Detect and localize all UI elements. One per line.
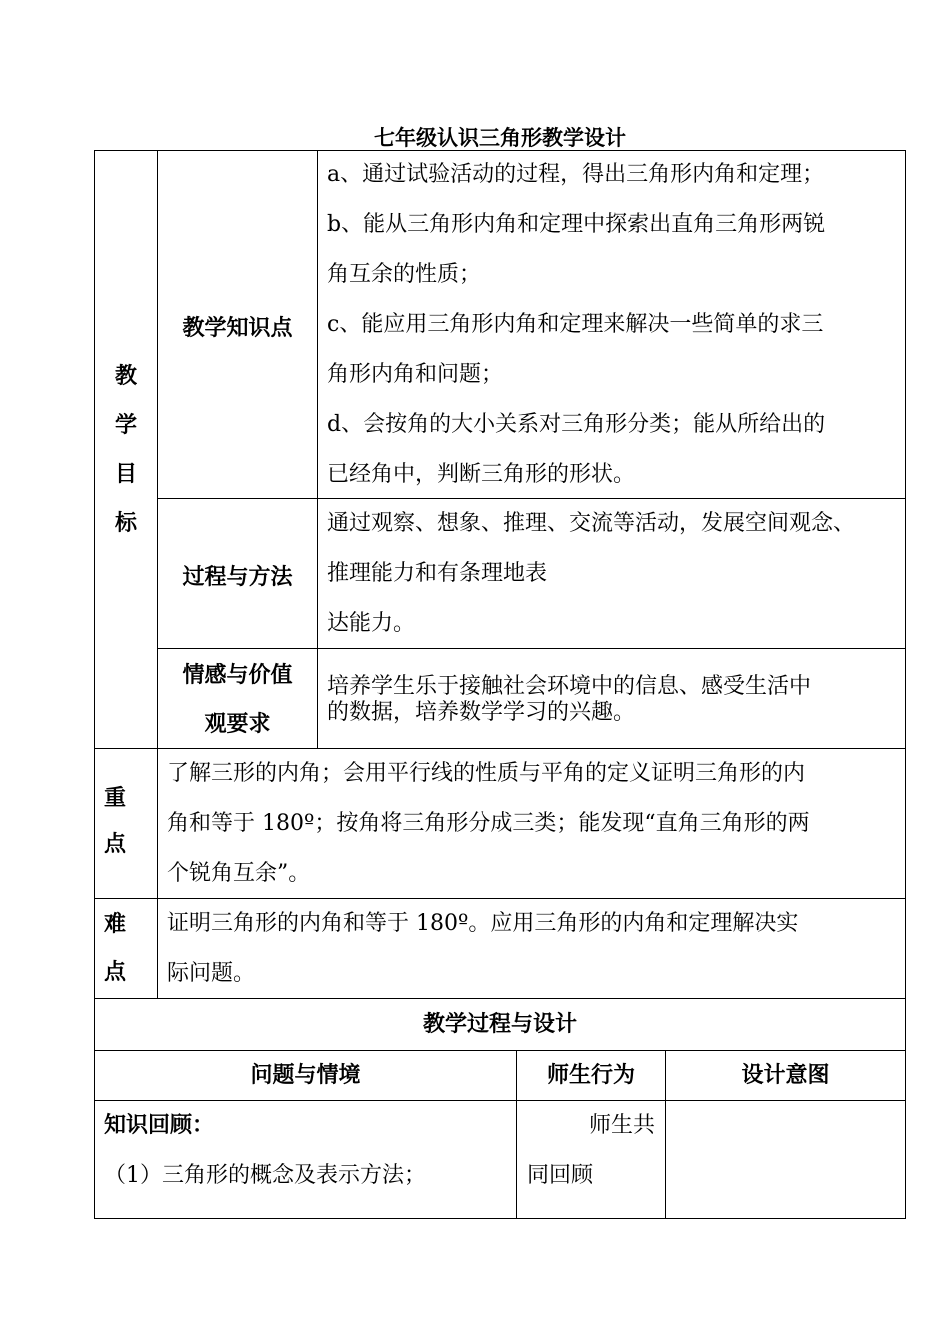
knowledge-line: a、通过试验活动的过程，得出三角形内角和定理； (327, 162, 825, 187)
difficult-points-label-char: 难 (104, 912, 127, 937)
emotion-content (327, 674, 905, 726)
process-line: 推理能力和有条理地表 (327, 561, 548, 586)
knowledge-line: c、能应用三角形内角和定理来解决一些简单的求三 (327, 312, 824, 337)
page-title: 七年级认识三角形教学设计 (374, 126, 626, 150)
table-border-bottom (94, 1218, 906, 1219)
key-points-content (167, 749, 905, 899)
emotion-line: 的数据，培养数学学习的兴趣。 (327, 700, 636, 725)
key-points-line: 个锐角互余”。 (167, 861, 311, 886)
knowledge-label: 教学知识点 (182, 316, 293, 341)
emotion-line: 培养学生乐于接触社会环境中的信息、感受生活中 (327, 674, 812, 699)
process-content (327, 499, 905, 649)
key-points-label (104, 776, 144, 868)
row1-behavior-line: 同回顾 (527, 1163, 594, 1188)
difficult-points-line: 际问题。 (167, 961, 256, 986)
difficult-points-label-char: 点 (104, 960, 127, 985)
objectives-label (95, 352, 157, 548)
emotion-label-line: 观要求 (204, 712, 271, 737)
knowledge-line: 已经角中，判断三角形的形状。 (327, 462, 636, 487)
row1-behavior-cell (527, 1101, 665, 1201)
objectives-label-char: 学 (114, 413, 137, 438)
key-points-line: 了解三形的内角；会用平行线的性质与平角的定义证明三角形的内 (167, 761, 806, 786)
process-label: 过程与方法 (182, 565, 293, 590)
objectives-label-char: 目 (114, 462, 137, 487)
column-header-problem: 问题与情境 (250, 1063, 361, 1088)
process-line: 达能力。 (327, 611, 416, 636)
row1-problem-cell (104, 1101, 516, 1201)
emotion-label-line: 情感与价值 (182, 663, 293, 688)
table-border-right (905, 150, 906, 1219)
key-points-label-char: 重 (104, 786, 127, 811)
column-header-intent: 设计意图 (741, 1063, 830, 1088)
difficult-points-label (104, 901, 144, 997)
difficult-points-line: 证明三角形的内角和等于 180º。应用三角形的内角和定理解决实 (167, 911, 799, 936)
knowledge-line: 角互余的性质； (327, 262, 482, 287)
objectives-label-char: 教 (114, 364, 137, 389)
row1-behavior-line: 师生共 (588, 1113, 655, 1138)
row1-problem-heading: 知识回顾： (104, 1113, 215, 1138)
row1-problem-line: （1）三角形的概念及表示方法； (104, 1163, 426, 1188)
knowledge-line: b、能从三角形内角和定理中探索出直角三角形两锐 (327, 212, 826, 237)
divider-sublabel-col (317, 150, 318, 748)
knowledge-line: d、会按角的大小关系对三角形分类；能从所给出的 (327, 412, 826, 437)
knowledge-content (327, 150, 905, 500)
objectives-label-char: 标 (114, 511, 137, 536)
emotion-label (158, 651, 317, 749)
process-design-heading: 教学过程与设计 (422, 1012, 577, 1037)
difficult-points-content (167, 899, 905, 999)
key-points-label-char: 点 (104, 832, 127, 857)
knowledge-line: 角形内角和问题； (327, 362, 504, 387)
key-points-line: 角和等于 180º；按角将三角形分成三类；能发现“直角三角形的两 (167, 811, 810, 836)
column-header-behavior: 师生行为 (546, 1063, 635, 1088)
process-line: 通过观察、想象、推理、交流等活动，发展空间观念、 (327, 511, 856, 536)
